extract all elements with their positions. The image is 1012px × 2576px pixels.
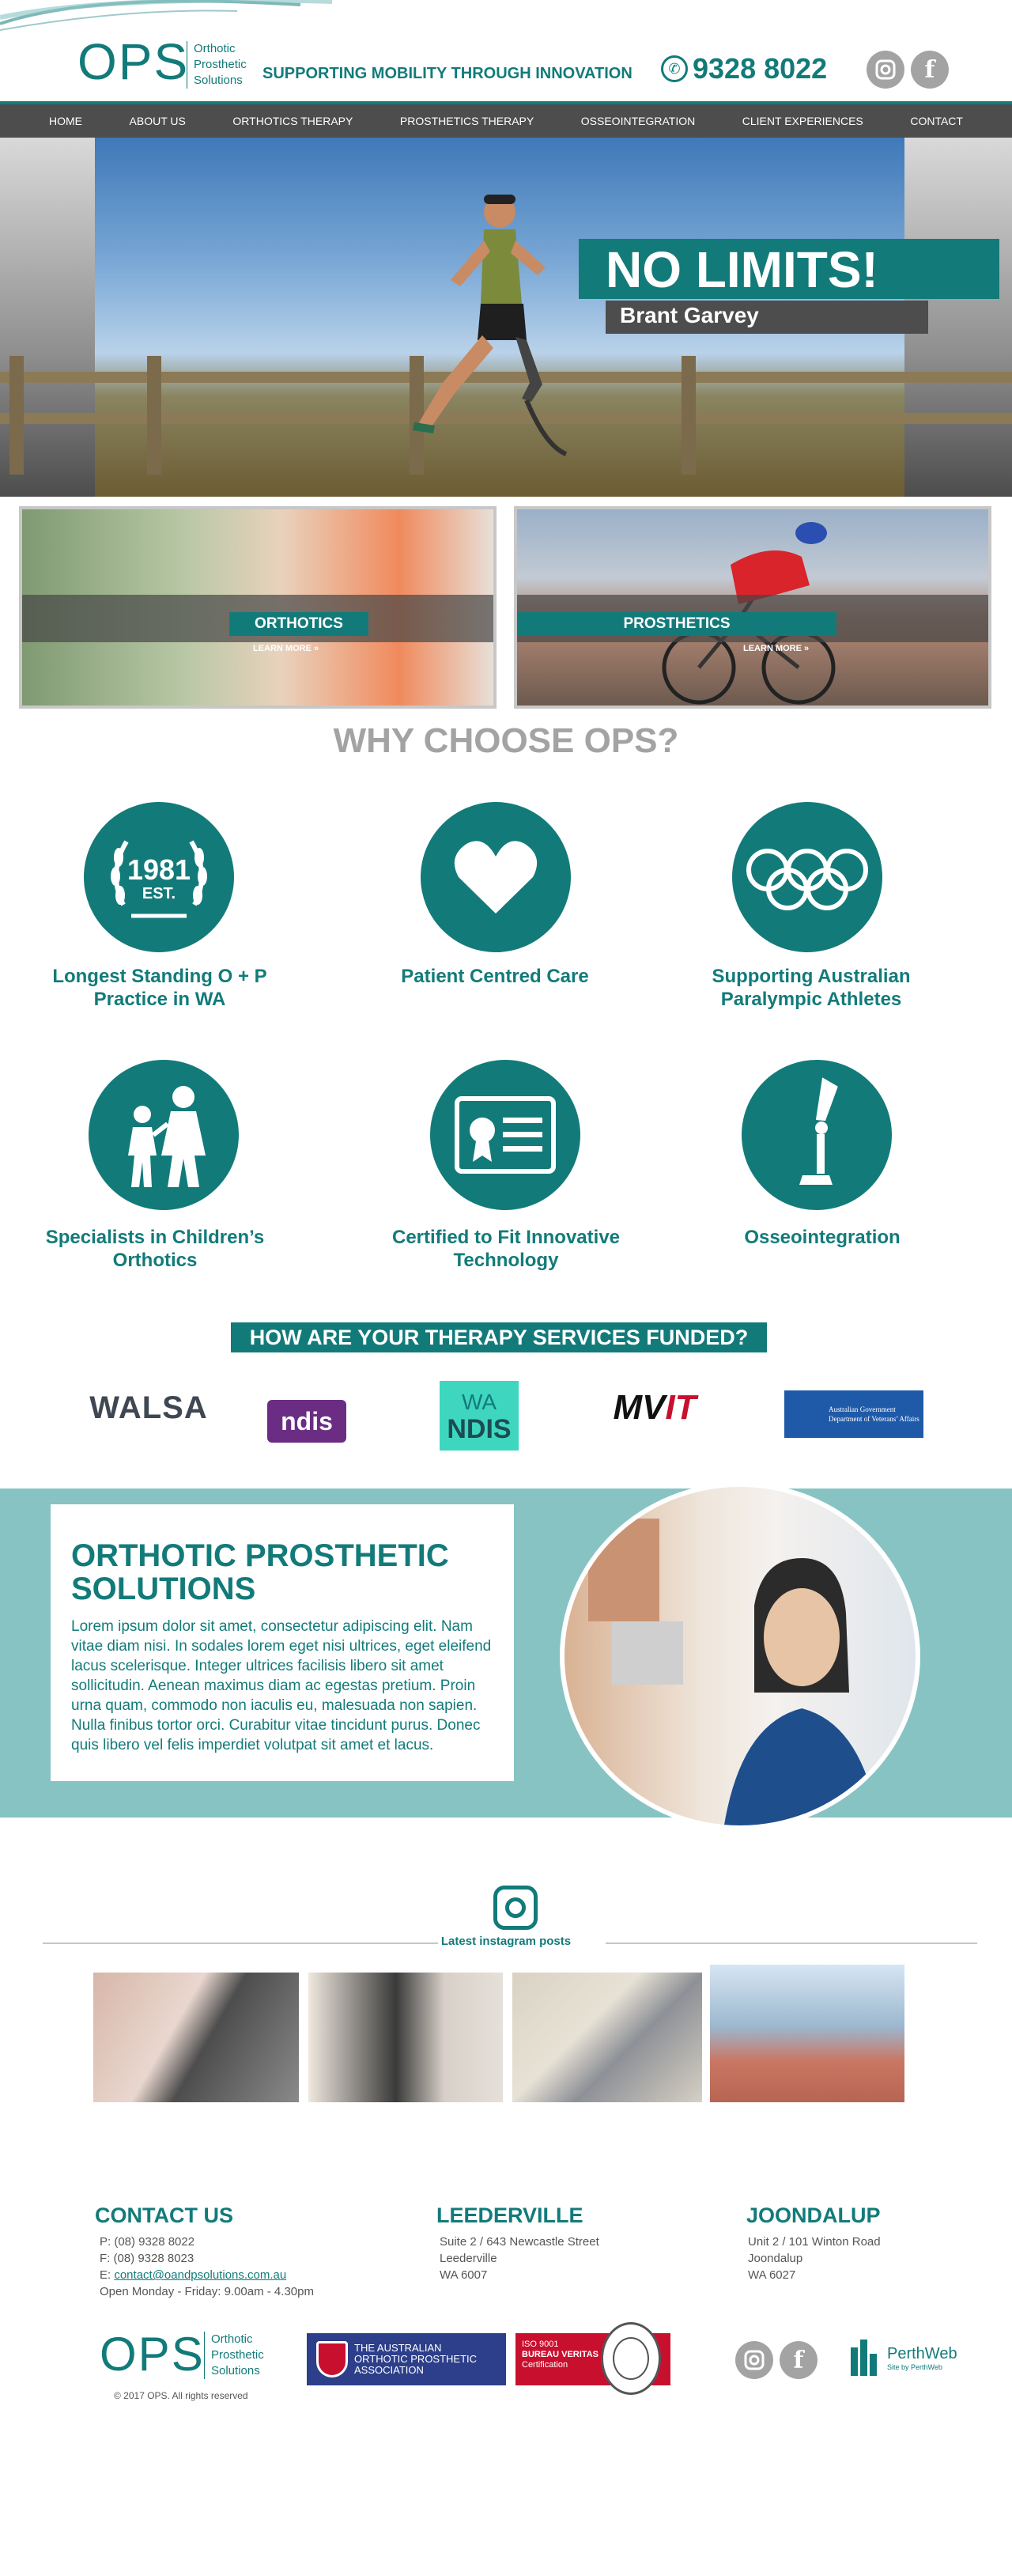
nav-orthotics-therapy[interactable]: ORTHOTICS THERAPY	[232, 115, 353, 127]
funded-banner: HOW ARE YOUR THERAPY SERVICES FUNDED?	[231, 1322, 767, 1352]
nav-contact[interactable]: CONTACT	[910, 115, 963, 127]
about-text: Lorem ipsum dolor sit amet, consectetur adipiscing elit. Nam vitae diam nisi. In sodales lorem eget nisi ultrices, eget eleifend lacus scelerisque. Integer ultrices facilisis libero sit amet sollicitudin. Aenean maximus diam ac egestas pretium. Proin urna quam, commodo non iaculis eu, malesuada non sapien. Nulla finibus tortor orci. Curabitur vitae tincidunt purus. Donec quis libero vel felis imperdiet volutpat sit amet et lacus.	[71, 1618, 492, 1753]
iso-line: ISO 9001	[522, 2340, 559, 2349]
nav-osseointegration[interactable]: OSSEOINTEGRATION	[580, 115, 696, 127]
feature-label: Certified to Fit Innovative Technology	[391, 1227, 621, 1271]
walsa-logo[interactable]: WALSA	[89, 1390, 208, 1425]
hero-title: NO LIMITS!	[606, 241, 878, 298]
phone-link[interactable]	[661, 52, 827, 85]
nav-client-experiences[interactable]: CLIENT EXPERIENCES	[742, 115, 863, 127]
instagram-label: Latest instagram posts	[440, 1935, 572, 1948]
phone-icon: ✆	[661, 55, 688, 82]
dva-text-a: Australian Government	[829, 1405, 896, 1413]
feature-label: Supporting Australian Paralympic Athletes	[712, 966, 911, 1010]
contact-email-link[interactable]: contact@oandpsolutions.com.au	[114, 2268, 287, 2282]
logo-sub-line: Prosthetic	[211, 2348, 264, 2362]
olympic-rings-icon	[732, 802, 882, 952]
logo-sub-line: Prosthetic	[194, 58, 247, 71]
aopa-line: ASSOCIATION	[354, 2364, 424, 2376]
heart-icon	[421, 802, 571, 952]
dva-logo[interactable]	[784, 1390, 923, 1438]
prosthetics-label: PROSTHETICS	[517, 612, 836, 636]
contact-hours: Open Monday - Friday: 9.00am - 4.30pm	[100, 2285, 314, 2298]
instagram-icon[interactable]	[493, 1886, 538, 1930]
perthweb-logo[interactable]	[851, 2340, 957, 2376]
contact-phone[interactable]: P: (08) 9328 8022	[100, 2235, 195, 2249]
address-line: Unit 2 / 101 Winton Road	[748, 2235, 881, 2249]
perthweb-icon	[851, 2340, 882, 2376]
orthotics-label: ORTHOTICS	[229, 612, 368, 636]
copyright: © 2017 OPS. All rights reserved	[114, 2390, 248, 2401]
about-title: ORTHOTIC PROSTHETIC SOLUTIONS	[71, 1538, 449, 1606]
fence-post	[147, 356, 161, 475]
tagline: SUPPORTING MOBILITY THROUGH INNOVATION	[262, 65, 632, 82]
contact-fax: F: (08) 9328 8023	[100, 2252, 194, 2265]
orthotics-card[interactable]	[19, 506, 497, 709]
why-choose-title: WHY CHOOSE OPS?	[333, 721, 679, 760]
dva-text-b: Department of Veterans’ Affairs	[829, 1415, 919, 1423]
main-nav	[0, 101, 1012, 138]
logo[interactable]: OPS	[77, 33, 190, 90]
address-line: Leederville	[440, 2252, 497, 2265]
wa-ndis-logo[interactable]	[440, 1381, 519, 1451]
logo-subtitle	[187, 41, 247, 89]
badge-est: EST.	[142, 885, 176, 902]
nav-prosthetics-therapy[interactable]: PROSTHETICS THERAPY	[399, 115, 534, 127]
feature-label: Longest Standing O + P Practice in WA	[52, 966, 267, 1010]
address-line: WA 6027	[748, 2268, 796, 2282]
address-line: Joondalup	[748, 2252, 803, 2265]
facebook-icon[interactable]: f	[911, 51, 949, 89]
instagram-icon[interactable]	[867, 51, 904, 89]
hero-banner	[0, 138, 1012, 497]
instagram-post[interactable]	[710, 1965, 904, 2102]
laurel-1981-icon	[84, 802, 234, 952]
contact-email-row	[100, 2267, 314, 2283]
instagram-post[interactable]	[512, 1973, 702, 2102]
fence-post	[682, 356, 696, 475]
email-prefix: E:	[100, 2268, 115, 2282]
instagram-icon[interactable]	[735, 2341, 773, 2379]
address-line: WA 6007	[440, 2268, 488, 2282]
bureau-veritas-seal-icon	[601, 2322, 661, 2395]
hero-name: Brant Garvey	[620, 303, 759, 327]
aopa-crest-icon	[316, 2341, 348, 2377]
runner-figure	[411, 185, 569, 470]
children-icon	[89, 1060, 239, 1210]
prosthetics-learn-more[interactable]: LEARN MORE »	[743, 644, 810, 653]
certificate-icon	[430, 1060, 580, 1210]
wa-text: WA	[461, 1390, 497, 1414]
perthweb-sub: Site by PerthWeb	[887, 2362, 942, 2371]
aopa-line: ORTHOTIC PROSTHETIC	[354, 2353, 478, 2365]
nav-about-us[interactable]: ABOUT US	[129, 115, 186, 127]
header-swoosh	[0, 0, 332, 32]
footer-logo[interactable]: OPS	[100, 2328, 205, 2381]
mvit-logo[interactable]	[599, 1376, 710, 1439]
orthotics-learn-more[interactable]: LEARN MORE »	[253, 644, 319, 653]
feature-label: Patient Centred Care	[401, 966, 589, 987]
iso-line: Certification	[522, 2360, 568, 2370]
leederville-title: LEEDERVILLE	[436, 2203, 583, 2227]
prosthetic-leg-icon	[742, 1060, 892, 1210]
joondalup-address	[748, 2234, 881, 2283]
contact-title: CONTACT US	[95, 2203, 233, 2227]
perthweb-name: PerthWeb	[887, 2344, 957, 2362]
iso-line: BUREAU VERITAS	[522, 2350, 599, 2359]
address-line: Suite 2 / 643 Newcastle Street	[440, 2235, 599, 2249]
mvit-text-a: MV	[613, 1388, 666, 1427]
leederville-address	[440, 2234, 599, 2283]
logo-sub-line: Orthotic	[211, 2332, 253, 2346]
prosthetics-card[interactable]	[514, 506, 991, 709]
instagram-post[interactable]	[308, 1973, 503, 2102]
footer-logo-subtitle	[204, 2332, 264, 2379]
clinician-photo	[560, 1482, 920, 1830]
feature-label: Osseointegration	[744, 1227, 901, 1248]
aopa-logo[interactable]	[307, 2333, 506, 2385]
fence-post	[9, 356, 24, 475]
badge-year: 1981	[126, 853, 191, 886]
logo-sub-line: Orthotic	[194, 42, 236, 55]
phone-number: 9328 8022	[693, 52, 828, 85]
aopa-line: THE AUSTRALIAN	[354, 2342, 442, 2354]
feature-label: Specialists in Children’s Orthotics	[45, 1227, 265, 1271]
instagram-post[interactable]	[93, 1973, 299, 2102]
about-card	[51, 1504, 514, 1781]
mvit-text-b: IT	[665, 1388, 697, 1427]
ndis-logo[interactable]: ndis	[267, 1400, 346, 1443]
wandis-text: NDIS	[447, 1414, 512, 1444]
contact-details	[100, 2234, 314, 2300]
nav-home[interactable]: HOME	[49, 115, 82, 127]
joondalup-title: JOONDALUP	[746, 2203, 881, 2227]
facebook-icon[interactable]: f	[780, 2341, 818, 2379]
logo-sub-line: Solutions	[211, 2364, 260, 2377]
logo-sub-line: Solutions	[194, 74, 243, 87]
